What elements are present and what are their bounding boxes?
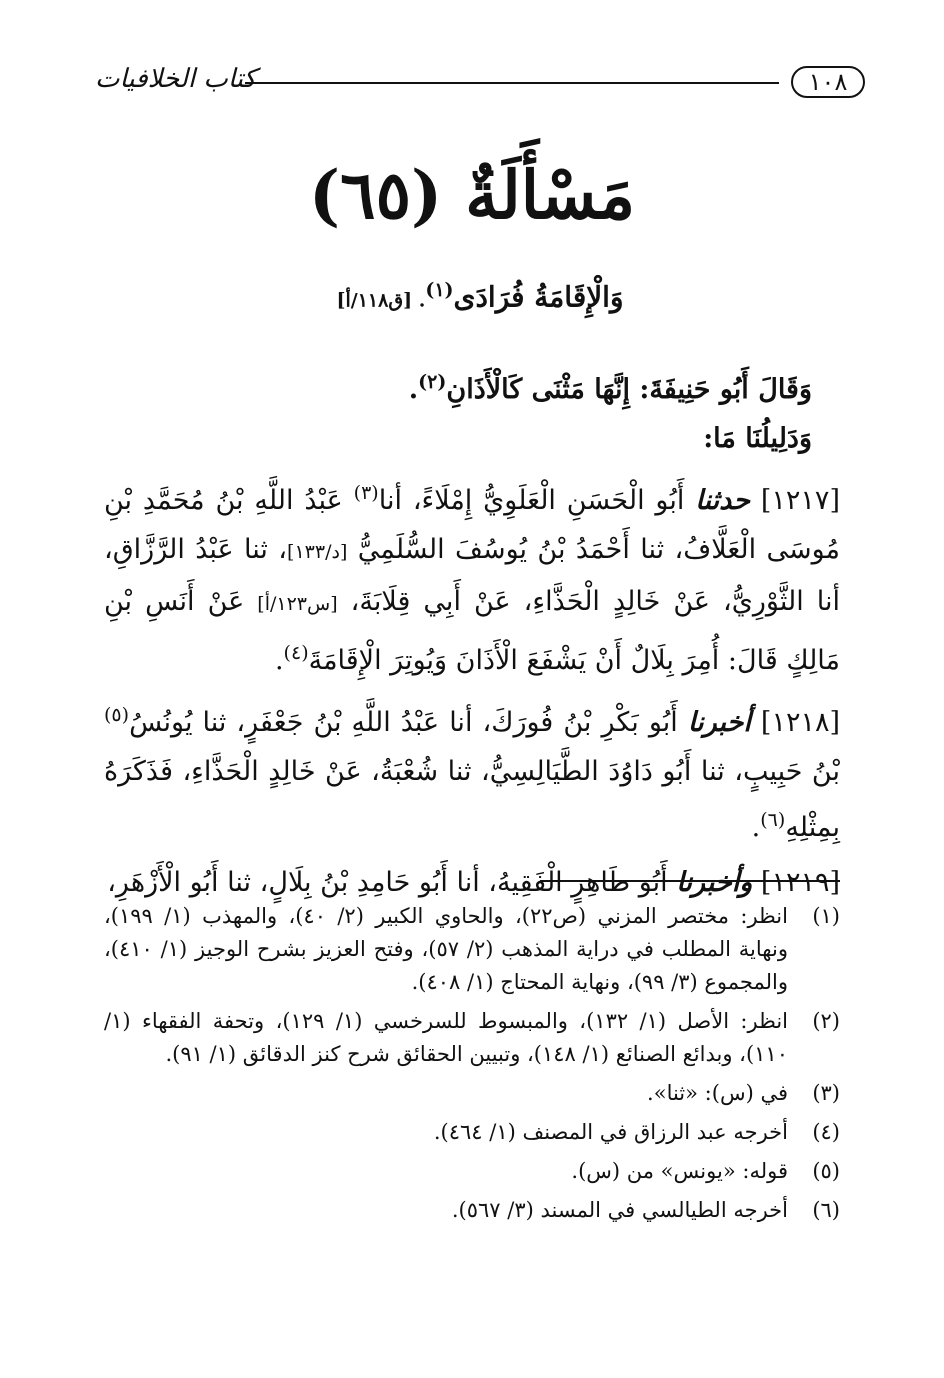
footnote-item [104, 900, 840, 999]
footnote-number: (٦) [812, 1198, 840, 1222]
hadith-number: [١٢١٧] [760, 485, 840, 516]
narration-formula: أخبرنا [687, 707, 751, 738]
footnote-item [104, 1194, 840, 1227]
footnote-item [104, 1005, 840, 1071]
hadith-1217 [104, 469, 840, 685]
issue-title: مَسْأَلَةٌ (٦٥) [308, 156, 636, 234]
footnotes [104, 900, 840, 1233]
hadith-number: [١٢١٩] [760, 867, 840, 898]
manuscript-ref: [س١٢٣/أ] [257, 593, 338, 615]
footnote-ref[interactable]: (٣) [353, 482, 379, 504]
issue-statement [100, 268, 860, 322]
footnote-text: في (س): «ثنا». [647, 1081, 788, 1105]
footnote-item [104, 1155, 840, 1188]
footnote-ref[interactable]: (٦) [760, 809, 786, 831]
hadith-text: عَنْ أَنَسِ بْنِ مَالِكٍ قَالَ: أُمِرَ بِلَالٌ أَنْ يَشْفَعَ الْأَذَانَ وَيُوتِرَ الْإِقَامَةَ [104, 586, 840, 676]
hadith-text: أَبُو بَكْرِ بْنُ فُورَكَ، أنا عَبْدُ اللَّهِ بْنُ جَعْفَرٍ، ثنا يُونُسُ [129, 707, 678, 738]
narration-formula: وأخبرنا [676, 867, 753, 898]
hadith-text: أَبُو الْحَسَنِ الْعَلَوِيُّ إِمْلَاءً، أنا [378, 485, 685, 516]
footnote-text: انظر: الأصل (١/ ١٣٢)، والمبسوط للسرخسي (١/ ١٢٩)، وتحفة الفقهاء (١/ ١١٠)، وبدائع الصنائع (١/ ١٤٨)، وتبيين الحقائق شرح كنز الدقائق (١/ ٩١). [104, 1009, 789, 1066]
footnote-number: (١) [812, 904, 840, 928]
paragraph-text: وَدَلِيلُنَا مَا: [703, 423, 812, 454]
statement-text: وَالْإِقَامَةُ فُرَادَى [453, 280, 624, 314]
footnote-ref[interactable]: (٤) [283, 642, 309, 664]
footnote-separator [540, 880, 840, 882]
manuscript-ref: [د/١٣٣] [287, 541, 348, 563]
evidence-intro-paragraph [104, 414, 840, 463]
punctuation: . [274, 645, 284, 676]
footnote-item [104, 1116, 840, 1149]
hadith-number: [١٢١٨] [760, 707, 840, 738]
footnote-ref[interactable]: (١) [425, 279, 454, 301]
running-title: كتاب الخلافيات [95, 64, 257, 94]
page-header [95, 62, 865, 106]
header-rule [245, 82, 779, 84]
page-number: ١٠٨ [791, 66, 865, 98]
main-text [104, 358, 840, 907]
narration-formula: حدثنا [695, 485, 751, 516]
footnote-ref[interactable]: (٥) [104, 704, 130, 726]
footnote-item [104, 1077, 840, 1110]
footnote-text: أخرجه الطيالسي في المسند (٣/ ٥٦٧). [451, 1198, 788, 1222]
manuscript-ref: . [ق١١٨/أ] [336, 289, 426, 312]
footnote-number: (٢) [812, 1009, 840, 1033]
hadith-1218 [104, 691, 840, 852]
paragraph-text: وَقَالَ أَبُو حَنِيفَةَ: إِنَّهَا مَثْنَى كَالْأَذَانِ [446, 374, 812, 405]
footnote-text: أخرجه عبد الرزاق في المصنف (١/ ٤٦٤). [433, 1120, 788, 1144]
hadith-text: بْنُ حَبِيبٍ، ثنا أَبُو دَاوُدَ الطَّيَالِسِيُّ، ثنا شُعْبَةُ، عَنْ خَالِدٍ الْحَذَّاءِ، فَذَكَرَهُ بِمِثْلِهِ [104, 756, 840, 843]
punctuation: . [751, 812, 761, 843]
hadith-text: عَبْدُ اللَّهِ بْنُ مُحَمَّدِ بْنِ مُوسَى الْعَلَّافُ، ثنا أَحْمَدُ بْنُ يُوسُفَ السُّلَمِيُّ [104, 485, 841, 565]
hanafi-opinion-paragraph [104, 358, 840, 414]
footnote-number: (٤) [812, 1120, 840, 1144]
footnote-number: (٥) [812, 1159, 840, 1183]
footnote-text: انظر: مختصر المزني (ص٢٢)، والحاوي الكبير (٢/ ٤٠)، والمهذب (١/ ١٩٩)، ونهاية المطلب في دراية المذهب (٢/ ٥٧)، وفتح العزيز بشرح الوجيز (١/ ٤١٠)، والمجموع (٣/ ٩٩)، ونهاية المحتاج (١/ ٤٠٨). [104, 904, 788, 994]
hadith-text: ، ثنا عَبْدُ الرَّزَّاقِ، أنا الثَّوْرِيُّ، عَنْ خَالِدٍ الْحَذَّاءِ، عَنْ أَبِي قِلَابَةَ، [104, 534, 840, 617]
footnote-text: قوله: «يونس» من (س). [571, 1159, 788, 1183]
hadith-text: أَبُو طَاهِرٍ الْفَقِيهُ، أنا أَبُو حَامِدِ بْنُ بِلَالٍ، ثنا أَبُو الْأَزْهَرِ، [107, 867, 668, 898]
footnote-ref[interactable]: (٢) [418, 371, 447, 393]
punctuation: . [408, 374, 419, 405]
footnote-number: (٣) [812, 1081, 840, 1105]
